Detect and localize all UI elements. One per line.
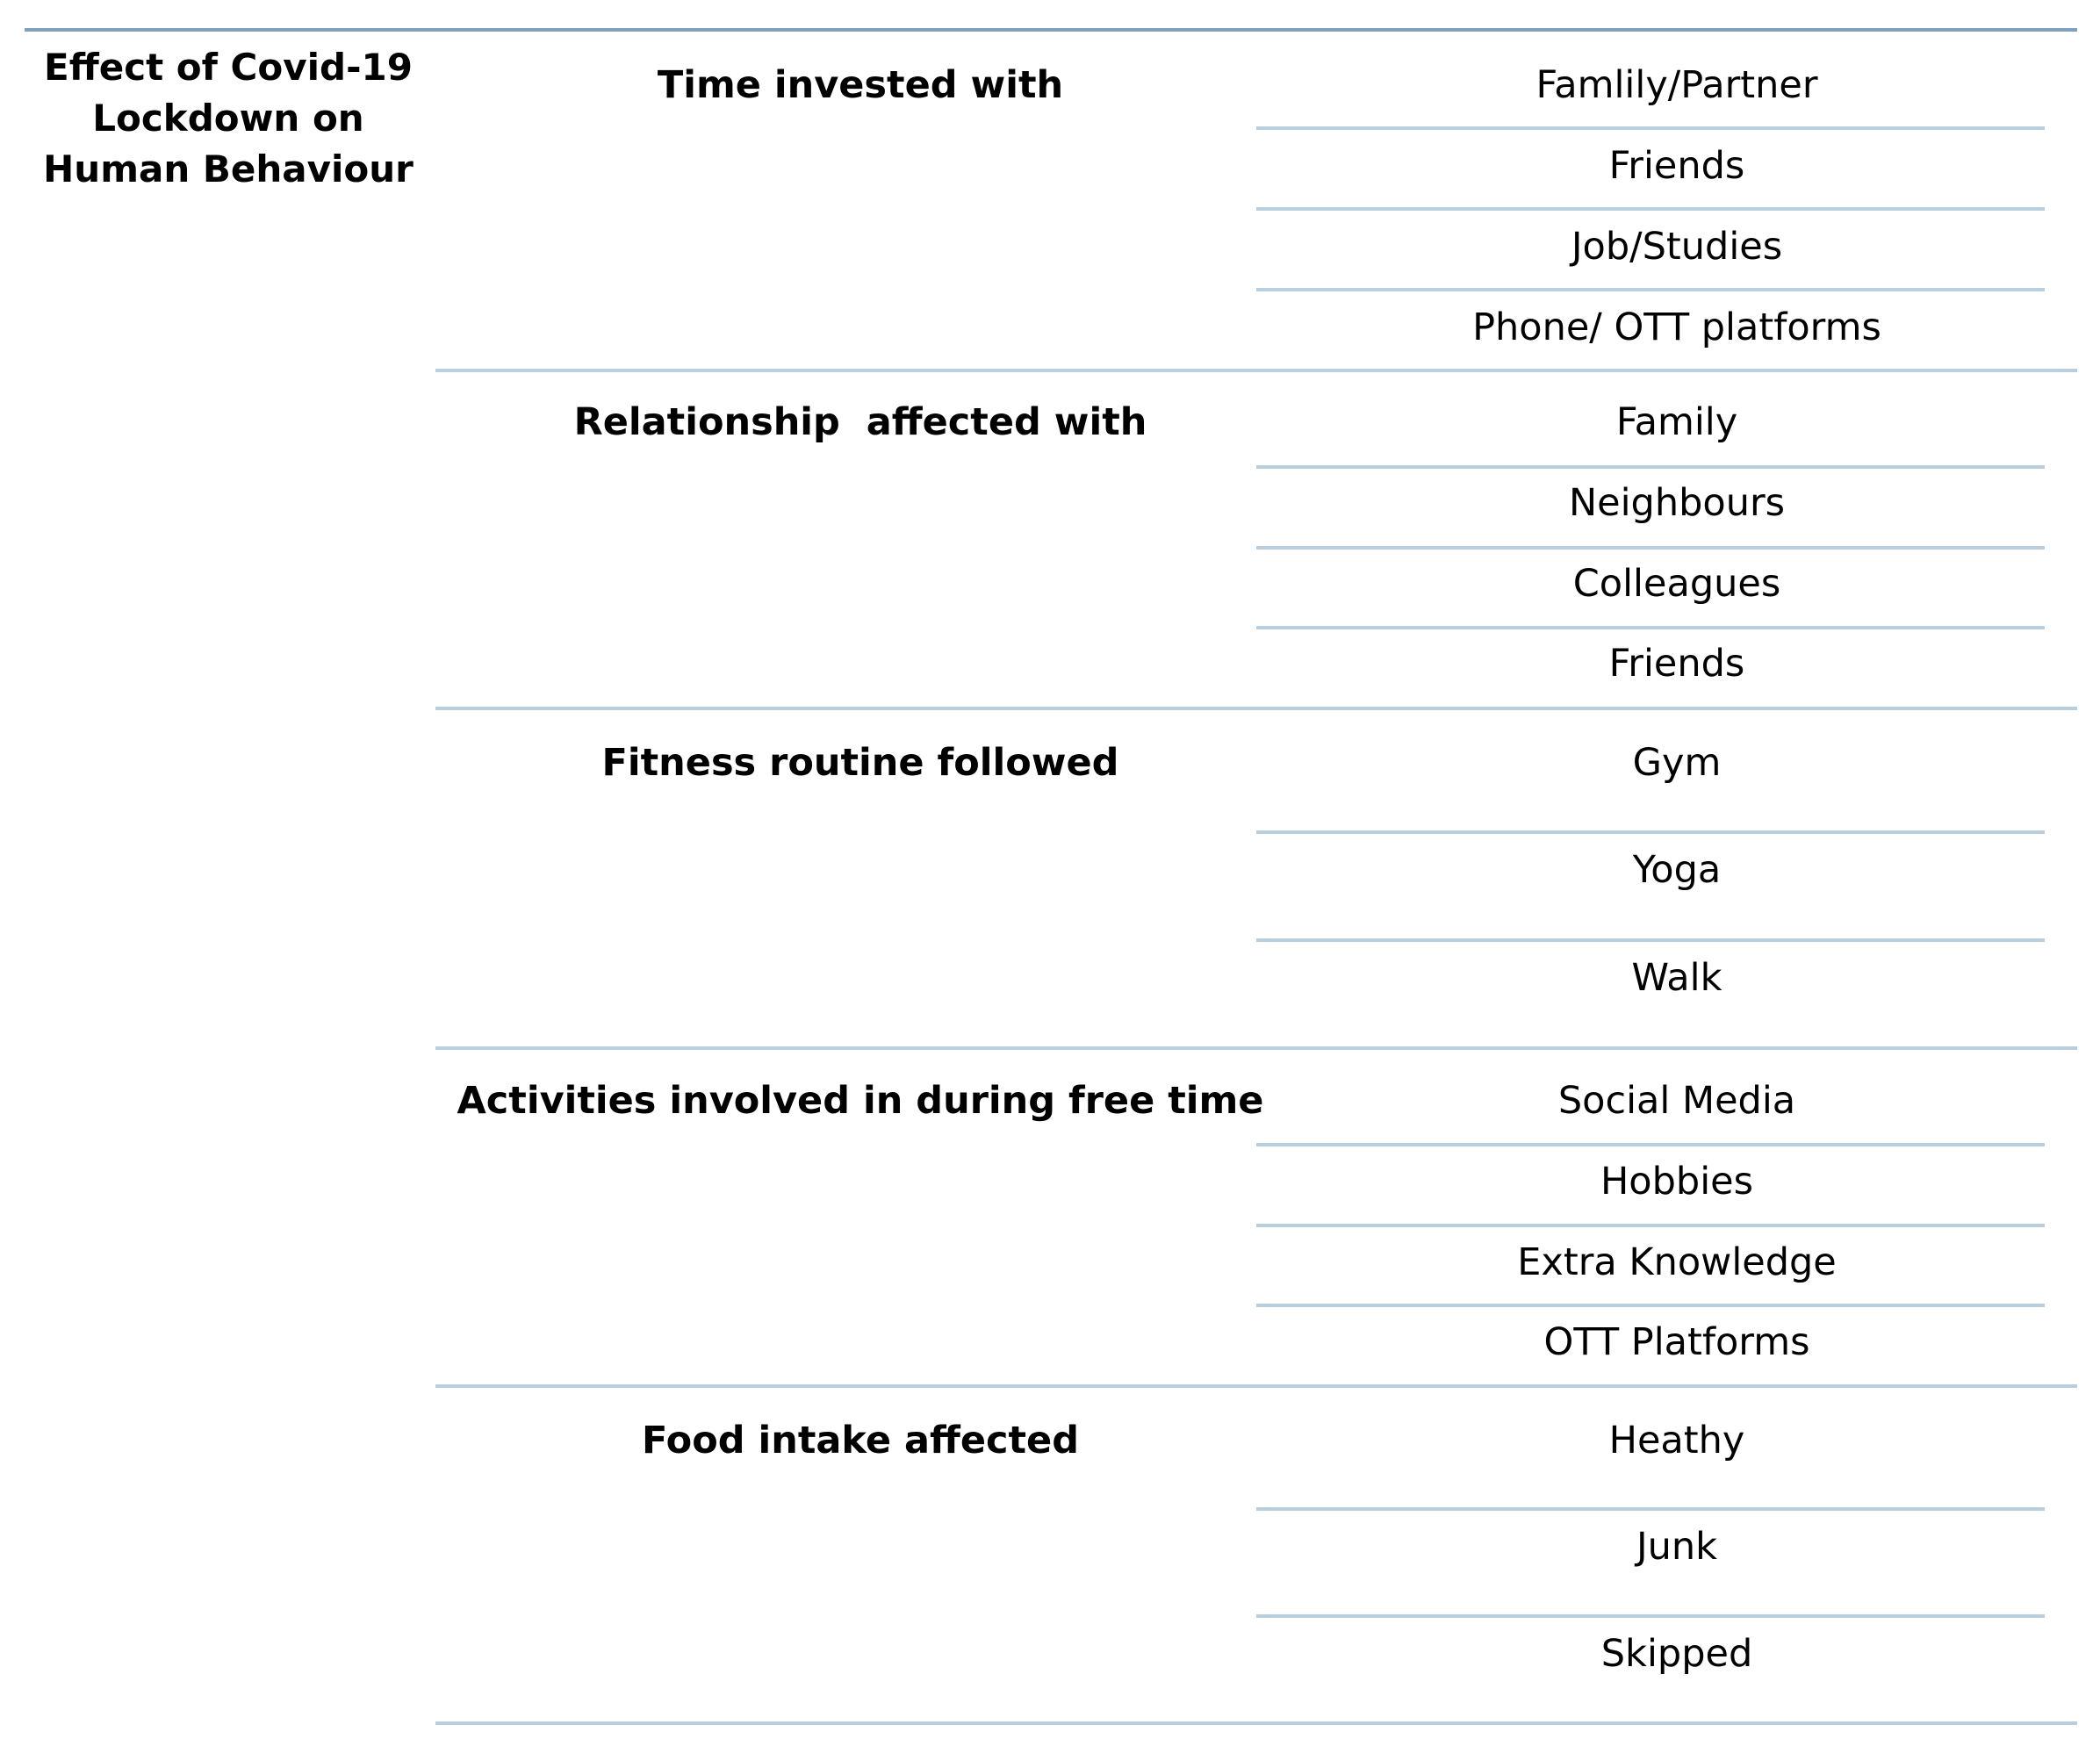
- item-divider: [1256, 626, 2045, 629]
- category-relationship-affected: Relationship affected with: [573, 400, 1147, 444]
- item-ott-platforms: OTT Platforms: [1543, 1320, 1810, 1364]
- item-friends-2: Friends: [1608, 642, 1745, 686]
- item-yoga: Yoga: [1632, 848, 1722, 892]
- category-fitness-routine: Fitness routine followed: [601, 741, 1119, 785]
- group-divider: [435, 707, 2077, 710]
- group-divider: [435, 1046, 2077, 1050]
- item-divider: [1256, 288, 2045, 291]
- item-divider: [1256, 1304, 2045, 1307]
- item-family-partner: Famlily/Partner: [1535, 63, 1818, 107]
- group-divider: [435, 369, 2077, 372]
- item-divider: [1256, 465, 2045, 469]
- bottom-border: [435, 1721, 2077, 1725]
- item-extra-knowledge: Extra Knowledge: [1517, 1240, 1837, 1284]
- top-border: [25, 28, 2077, 32]
- root-title: [18, 42, 439, 195]
- root-title-line-1: Effect of Covid-19: [44, 46, 413, 89]
- root-title-line-3: Human Behaviour: [43, 147, 414, 190]
- category-time-invested: Time invested with: [657, 63, 1064, 107]
- item-social-media: Social Media: [1557, 1079, 1796, 1123]
- item-hobbies: Hobbies: [1600, 1160, 1754, 1204]
- item-neighbours: Neighbours: [1568, 481, 1786, 525]
- item-divider: [1256, 830, 2045, 834]
- root-title-line-2: Lockdown on: [92, 97, 364, 140]
- item-divider: [1256, 1507, 2045, 1511]
- category-food-intake: Food intake affected: [642, 1419, 1079, 1462]
- category-free-time-activities: Activities involved in during free time: [457, 1079, 1264, 1123]
- item-colleagues: Colleagues: [1572, 562, 1781, 606]
- item-divider: [1256, 1614, 2045, 1618]
- item-walk: Walk: [1631, 956, 1722, 1000]
- item-family: Family: [1615, 400, 1738, 444]
- item-junk: Junk: [1636, 1525, 1718, 1569]
- item-divider: [1256, 546, 2045, 550]
- item-divider: [1256, 1224, 2045, 1227]
- item-skipped: Skipped: [1600, 1632, 1753, 1676]
- item-job-studies: Job/Studies: [1571, 225, 1783, 269]
- item-gym: Gym: [1632, 741, 1722, 785]
- item-phone-ott: Phone/ OTT platforms: [1472, 305, 1881, 349]
- item-divider: [1256, 126, 2045, 130]
- group-divider: [435, 1384, 2077, 1388]
- item-friends: Friends: [1608, 144, 1745, 188]
- item-divider: [1256, 1143, 2045, 1146]
- item-divider: [1256, 938, 2045, 942]
- item-divider: [1256, 207, 2045, 211]
- item-healthy: Heathy: [1608, 1419, 1745, 1462]
